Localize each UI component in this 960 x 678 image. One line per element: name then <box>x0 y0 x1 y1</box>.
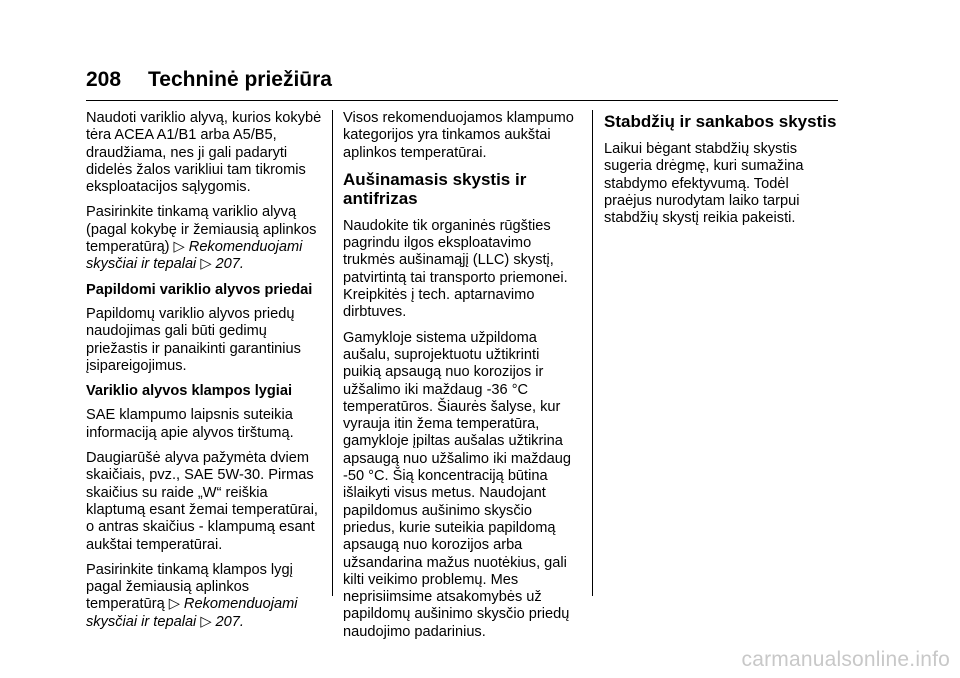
column-divider <box>332 110 333 596</box>
page-number: 208 <box>86 68 122 91</box>
cross-reference-page[interactable]: 207 <box>215 613 240 630</box>
paragraph: SAE klampumo laipsnis suteikia informaciją apie alyvos tirštumą. <box>86 407 294 441</box>
page-title: Techninė priežiūra <box>148 68 332 91</box>
subheading: Variklio alyvos klampos lygiai <box>86 383 293 400</box>
subheading: Papildomi variklio alyvos priedai <box>86 281 313 298</box>
cross-reference-arrow-icon: ▷ <box>173 239 185 256</box>
paragraph: Naudoti variklio alyvą, kurios kokybė tėra ACEA A1/B1 arba A5/B5, draudžiama, nes ji gali padaryti didelės žalos varikliui tam tikromis eksploatacijos sąlygomis. <box>86 110 322 196</box>
paragraph: Pasirinkite tinkamą variklio alyvą (pagal kokybę ir žemiausią aplinkos temperatūrą) ▷ Rekomenduojami skysčiai ir tepalai ▷ 207. <box>86 204 317 273</box>
header-rule <box>86 100 838 101</box>
cross-reference-page[interactable]: 207 <box>215 256 240 273</box>
paragraph: Naudokite tik organinės rūgšties pagrindu ilgos eksploatavimo trukmės aušinamąjį (LLC) skystį, patvirtintą tai transporto priemonei. Kreipkitės į tech. aptarnavimo dirbtuves. <box>343 217 568 321</box>
cross-reference-arrow-icon: ▷ <box>200 613 212 630</box>
column-2 <box>343 110 581 649</box>
cross-reference-link[interactable]: Rekomenduojami <box>183 596 298 613</box>
cross-reference-link[interactable]: Rekomenduojami <box>188 239 303 256</box>
paragraph: Daugiarūšė alyva pažymėta dviem skaičiais, pvz., SAE 5W-30. Pirmas skaičius su raide „W“ reiškia klaptumą esant žemai temperatūrai, o antras skaičius - klampumą esant aukštai temperatūrai. <box>86 450 318 553</box>
cross-reference-arrow-icon: ▷ <box>168 596 180 613</box>
paragraph: Visos rekomenduojamos klampumo kategorijos yra tinkamos aukštai aplinkos temperatūrai. <box>343 110 574 161</box>
page-header <box>86 68 838 102</box>
paragraph: Papildomų variklio alyvos priedų naudojimas gali būti gedimų priežastis ir panaikinti garantinius įsipareigojimus. <box>86 305 301 374</box>
section-heading: Aušinamasis skystis ir antifrizas <box>343 169 527 208</box>
column-divider <box>592 110 593 596</box>
column-1 <box>86 110 324 639</box>
paragraph: Laikui bėgant stabdžių skystis sugeria drėgmę, kuri sumažina stabdymo efektyvumą. Todėl praėjus nurodytam laiko tarpui stabdžių skystį reikia pakeisti. <box>604 141 804 227</box>
section-heading: Stabdžių ir sankabos skystis <box>604 112 837 131</box>
column-3 <box>604 110 838 235</box>
watermark: carmanualsonline.info <box>741 648 950 671</box>
paragraph: Gamykloje sistema užpildoma aušalu, suprojektuotu užtikrinti puikią apsaugą nuo korozijos ir užšalimo iki maždaug -36 °C temperatūros. Šiaurės šalyse, kur vyrauja itin žema temperatūra, gamykloje įpiltas aušalas užtikrina apsaugą nuo užšalimo iki maždaug -50 °C. Šią koncentraciją būtina išlaikyti visus metus. Naudojant papildomus aušinimo skysčio priedus, kurie suteikia papildomą apsaugą nuo korozijos arba užsandarina mažus nuotėkius, gali kilti veikimo problemų. Mes neprisiimsime atsakomybės už papildomų aušinimo skysčio priedų naudojimo padarinius. <box>343 329 571 640</box>
cross-reference-link[interactable]: skysčiai ir tepalai <box>86 256 197 273</box>
paragraph: Pasirinkite tinkamą klampos lygį pagal žemiausią aplinkos temperatūrą ▷ Rekomenduojami skysčiai ir tepalai ▷ 207. <box>86 561 298 630</box>
cross-reference-arrow-icon: ▷ <box>200 256 212 273</box>
cross-reference-link[interactable]: skysčiai ir tepalai <box>86 613 197 630</box>
